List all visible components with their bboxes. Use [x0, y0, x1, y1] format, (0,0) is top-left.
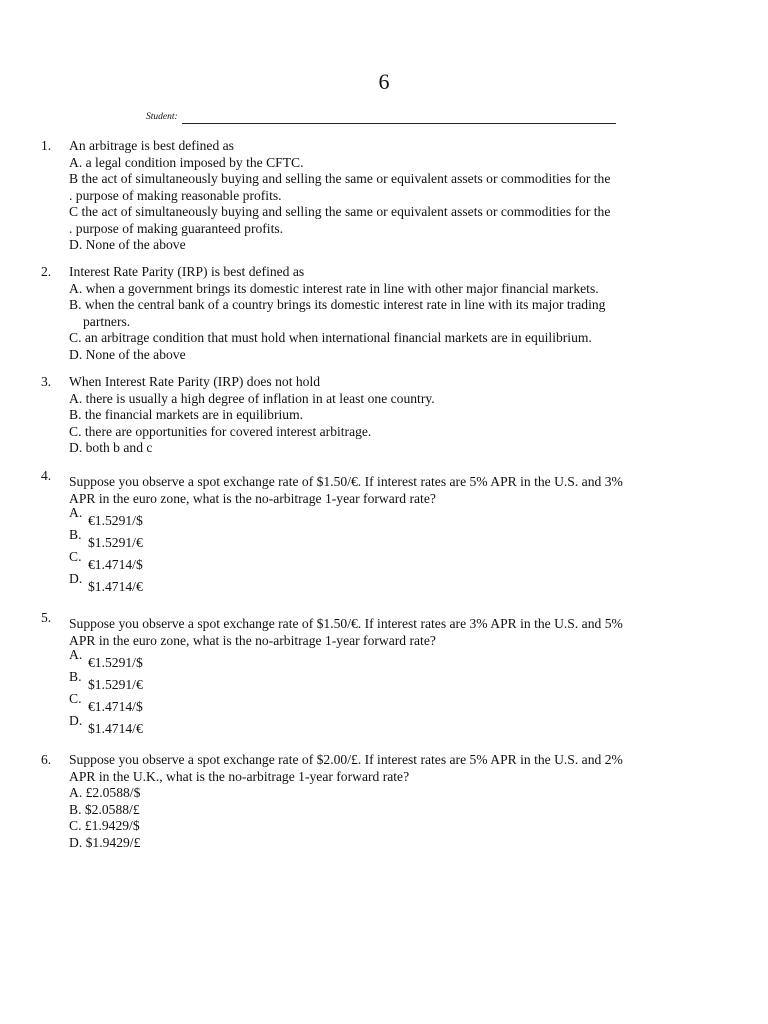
student-blank-line	[182, 113, 616, 124]
option-c: C. £1.9429/$	[69, 818, 140, 833]
option-value: $1.5291/€	[88, 677, 143, 692]
option-b	[69, 671, 709, 693]
option-d: D. None of the above	[69, 237, 186, 252]
question-stem: Suppose you observe a spot exchange rate of $1.50/€. If interest rates are 5% APR in the U.S. and 3%	[69, 474, 623, 489]
option-d: D. both b and c	[69, 440, 153, 455]
option-a	[69, 649, 709, 671]
option-label: A.	[69, 505, 83, 520]
question-stem: Suppose you observe a spot exchange rate of $1.50/€. If interest rates are 3% APR in the U.S. and 5%	[69, 616, 623, 631]
question-number: 4.	[41, 468, 52, 483]
option-a: A. £2.0588/$	[69, 785, 141, 800]
option-b-continuation: partners.	[83, 313, 131, 329]
option-value: $1.5291/€	[88, 535, 143, 550]
page-title: 6	[378, 69, 390, 94]
question-stem-continuation: APR in the U.K., what is the no-arbitrage 1-year forward rate?	[69, 768, 410, 784]
option-b: B. $2.0588/£	[69, 801, 140, 817]
option-a	[69, 507, 709, 529]
student-label: Student:	[146, 112, 178, 122]
question-stem-continuation: APR in the euro zone, what is the no-arbitrage 1-year forward rate?	[69, 632, 436, 648]
option-b-continuation: . purpose of making reasonable profits.	[69, 187, 282, 203]
option-a: A. there is usually a high degree of inflation in at least one country.	[69, 390, 435, 406]
option-label: B.	[69, 669, 82, 684]
option-d: D. $1.9429/£	[69, 834, 141, 850]
option-label: B.	[69, 527, 82, 542]
option-value: $1.4714/€	[88, 721, 143, 736]
option-b: B. the financial markets are in equilibrium.	[69, 407, 304, 422]
option-a: A. a legal condition imposed by the CFTC.	[69, 154, 304, 170]
option-d	[69, 573, 709, 595]
option-d: D. None of the above	[69, 346, 186, 362]
option-c	[69, 693, 709, 715]
option-label: A.	[69, 647, 83, 662]
option-c-continuation: . purpose of making guaranteed profits.	[69, 220, 284, 236]
student-name-field	[146, 110, 616, 124]
question-stem: An arbitrage is best defined as	[69, 138, 234, 153]
question-stem-continuation: APR in the euro zone, what is the no-arbitrage 1-year forward rate?	[69, 490, 436, 506]
option-label: C.	[69, 549, 82, 564]
option-label: D.	[69, 713, 83, 728]
option-value: €1.5291/$	[88, 655, 143, 670]
option-b	[69, 529, 709, 551]
option-label: D.	[69, 571, 83, 586]
option-c: C. there are opportunities for covered interest arbitrage.	[69, 423, 372, 439]
question-stem: Suppose you observe a spot exchange rate of $2.00/£. If interest rates are 5% APR in the U.S. and 2%	[69, 752, 623, 767]
option-c: C the act of simultaneously buying and selling the same or equivalent assets or commodities for the	[69, 204, 611, 219]
option-b: B the act of simultaneously buying and selling the same or equivalent assets or commodities for the	[69, 171, 611, 186]
question-stem: Interest Rate Parity (IRP) is best defined as	[69, 264, 305, 279]
option-value: €1.5291/$	[88, 513, 143, 528]
option-c	[69, 551, 709, 573]
option-a: A. when a government brings its domestic interest rate in line with other major financial markets.	[69, 280, 599, 296]
option-label: C.	[69, 691, 82, 706]
question-number: 5.	[41, 610, 52, 625]
question-number: 1.	[41, 138, 52, 153]
option-c: C. an arbitrage condition that must hold when international financial markets are in equilibrium.	[69, 330, 592, 345]
question-number: 2.	[41, 264, 52, 279]
option-b: B. when the central bank of a country brings its domestic interest rate in line with its major trading	[69, 297, 606, 312]
option-value: €1.4714/$	[88, 699, 143, 714]
question-number: 6.	[41, 752, 52, 767]
option-value: €1.4714/$	[88, 557, 143, 572]
option-value: $1.4714/€	[88, 579, 143, 594]
question-number: 3.	[41, 374, 52, 389]
question-stem: When Interest Rate Parity (IRP) does not hold	[69, 374, 321, 389]
option-d	[69, 715, 709, 737]
